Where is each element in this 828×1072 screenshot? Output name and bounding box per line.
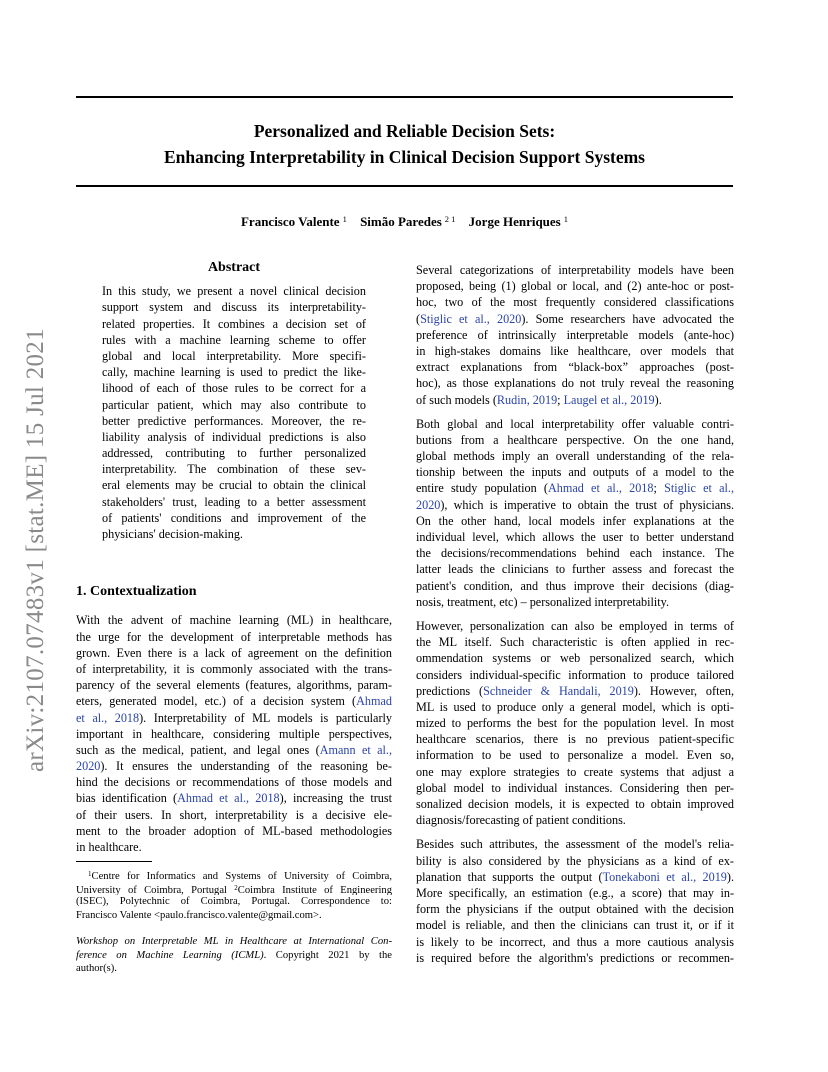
text-line: ference on Machine Learning (ICML). Copyright 2021 by the xyxy=(76,949,392,961)
text-line: Both global and local interpretability offer valuable contri- xyxy=(416,416,734,431)
text-line: entire study population (Ahmad et al., 2018; Stiglic et al., xyxy=(416,481,734,496)
text-line: the ML itself. Such characteristic is often applied in rec- xyxy=(416,635,734,650)
text-line: More specifically, an estimation (e.g., a score) that may in- xyxy=(416,885,734,900)
text-line: et al., 2018). Interpretability of ML models is particularly xyxy=(76,710,392,725)
author: Jorge Henriques $^1$ xyxy=(468,214,568,229)
text-line: author(s). xyxy=(76,963,117,975)
text-line: (ISEC), Polytechnic of Coimbra, Portugal. Correspondence to: xyxy=(76,896,392,908)
text-line: In this study, we present a novel clinical decision xyxy=(102,284,366,299)
text-line: preference of intrinsically interpretable models (ante-hoc) xyxy=(416,327,734,342)
text-line: of interpretability, it is commonly associated with the trans- xyxy=(76,661,392,676)
text-line: bility is also considered by the physicians as a kind of ex- xyxy=(416,853,734,868)
text-line: global model to individual instances. Considering then per- xyxy=(416,780,734,795)
left-column xyxy=(76,260,392,976)
affiliation-mark: 2 1 xyxy=(444,214,456,224)
section-heading: 1. Contextualization xyxy=(76,584,197,600)
text-line: such as the medical, patient, and legal ones (Amann et al., xyxy=(76,742,392,757)
text-line: of patients' conditions and improvement of the xyxy=(102,510,366,525)
text-line: On the other hand, local models infer explanations at the xyxy=(416,513,734,528)
text-line: support system and discuss its interpretability- xyxy=(102,300,366,315)
affiliation-footnote xyxy=(76,868,392,922)
text-line: in healthcare. xyxy=(76,840,142,855)
text-line: ML is used to produce only a general model, which is opti- xyxy=(416,699,734,714)
text-line: University of Coimbra, Portugal $^2$Coimbra Institute of Engineering xyxy=(76,883,392,896)
text-line: model is reliable, and then the clinicians can trust it, or if it xyxy=(416,918,734,933)
text-line: in high-stakes domains like healthcare, over models that xyxy=(416,343,734,358)
text-line: ommendation systems or web personalized search, which xyxy=(416,651,734,666)
text-line: 2020). It ensures the understanding of the reasoning be- xyxy=(76,759,392,774)
top-rule xyxy=(76,96,733,98)
text-line: the urge for the development of interpretable methods has xyxy=(76,629,392,644)
text-line: the decisions/recommendations behind each instance. The xyxy=(416,546,734,561)
text-line: tionship between the inputs and outputs of a model to the xyxy=(416,465,734,480)
text-line: considers individual-specific information to produce tailored xyxy=(416,667,734,682)
text-line: Workshop on Interpretable ML in Healthcare at International Con- xyxy=(76,936,392,948)
text-line: stakeholders' trust, leading to a better assessment xyxy=(102,494,366,509)
text-line: proposed, being (1) global or local, and (2) ante-hoc or post- xyxy=(416,279,734,294)
author: Simão Paredes $^{2 1}$ xyxy=(360,214,456,229)
text-line: one may explore strategies to create systems that adjust a xyxy=(416,764,734,779)
text-line: grown. Even there is a lack of agreement on the definition xyxy=(76,645,392,660)
text-line: diagnosis/forecasting of patient conditions. xyxy=(416,813,626,828)
text-line: liability analysis of individual predictions is also xyxy=(102,429,366,444)
text-line: parency of the several elements (features, algorithms, param- xyxy=(76,678,392,693)
workshop-note xyxy=(76,935,392,976)
title-line-2: Enhancing Interpretability in Clinical Decision Support Systems xyxy=(164,147,645,167)
text-line: physicians' decision-making. xyxy=(102,527,243,542)
text-line: eral elements may be crucial to obtain the clinical xyxy=(102,478,366,493)
text-line: eters, generated model, etc.) of a decision system (Ahmad xyxy=(76,694,392,709)
text-line: extract explanations from “black-box” approaches (post- xyxy=(416,360,734,375)
text-line: better predictive performances. Moreover, the re- xyxy=(102,413,366,428)
text-line: Francisco Valente <paulo.francisco.valente@gmail.com>. xyxy=(76,909,322,921)
text-line: hoc, two of the most frequently considered classifications xyxy=(416,295,734,310)
affiliation-mark: 1 xyxy=(342,214,347,224)
text-line: particular patient, which may also contribute to xyxy=(102,397,366,412)
text-line: of their users. In short, interpretability is a decisive ele- xyxy=(76,807,392,822)
paragraph xyxy=(416,618,734,828)
text-line: However, personalization can also be employed in terms of xyxy=(416,618,734,633)
abstract-body xyxy=(102,283,366,542)
text-line: hind the decisions or recommendations of those models and xyxy=(76,775,392,790)
text-line: planation that supports the output (Tonekaboni et al., 2019). xyxy=(416,869,734,884)
affiliation-mark: 1 xyxy=(563,214,568,224)
arxiv-stamp: arXiv:2107.07483v1 [stat.ME] 15 Jul 2021 xyxy=(22,328,49,772)
abstract-heading: Abstract xyxy=(207,260,261,275)
text-line: bias identification (Ahmad et al., 2018), increasing the trust xyxy=(76,791,392,806)
text-line: Several categorizations of interpretability models have been xyxy=(416,263,734,277)
author: Francisco Valente $^1$ xyxy=(240,214,347,229)
paragraph xyxy=(416,836,734,966)
text-line: latter leads the clinicians to further assess and forecast the xyxy=(416,562,734,577)
text-line: With the advent of machine learning (ML) in healthcare, xyxy=(76,613,392,628)
text-line: important in healthcare, considering multiple perspectives, xyxy=(76,726,392,741)
text-line: rules with a machine learning scheme to offer xyxy=(102,332,366,347)
text-line: ment to the broader adoption of ML-based methodologies xyxy=(76,823,392,838)
title-line-1: Personalized and Reliable Decision Sets: xyxy=(253,121,556,141)
text-line: global and local interpretability. More specifi- xyxy=(102,348,366,363)
footnote-rule xyxy=(76,861,152,862)
text-line: 2020), which is imperative to obtain the trust of physicians. xyxy=(416,497,734,512)
text-line: hoc), as those explanations do not truly reveal the reasoning xyxy=(416,376,734,391)
text-line: is likely to be incorrect, and thus a more cautious analysis xyxy=(416,934,734,949)
section-body xyxy=(76,612,392,855)
text-line: related properties. It combines a decision set of xyxy=(102,316,366,331)
text-line: cally, machine learning is used to predict the like- xyxy=(102,365,366,380)
text-line: interpretability. The combination of these sev- xyxy=(102,462,366,477)
text-line: nosis, treatment, etc) – personalized interpretability. xyxy=(416,594,670,609)
text-line: of such models (Rudin, 2019; Laugel et al., 2019). xyxy=(416,392,662,407)
text-line: is required before the algorithm's predictions or recommen- xyxy=(416,950,734,965)
text-line: lihood of each of those rules to be correct for a xyxy=(102,381,366,396)
text-line: healthcare scenarios, there is no previous patient-specific xyxy=(416,732,734,747)
text-line: $^1$Centre for Informatics and Systems of University of Coimbra, xyxy=(88,870,392,882)
bottom-title-rule xyxy=(76,185,733,187)
text-line: patient's condition, and thus improve their decisions (diag- xyxy=(416,578,734,593)
text-line: mized to performs the best for the population level. In most xyxy=(416,716,734,731)
text-line: (Stiglic et al., 2020). Some researchers have advocated the xyxy=(416,311,734,326)
right-column xyxy=(416,262,734,974)
text-line: individual level, which allows the user to better understand xyxy=(416,530,734,544)
text-line: information to be used to personalize a model. Even so, xyxy=(416,748,734,763)
text-line: predictions (Schneider & Handali, 2019). However, often, xyxy=(416,683,734,698)
paragraph xyxy=(416,416,734,610)
text-line: Besides such attributes, the assessment of the model's relia- xyxy=(416,837,734,852)
text-line: form the physicians if the output obtained with the decision xyxy=(416,902,734,917)
text-line: sonalized decision models, it is expected to obtain improved xyxy=(416,797,734,811)
text-line: global methods imply an overall understanding of the rela- xyxy=(416,449,734,464)
paper-title xyxy=(76,118,733,170)
text-line: butions from a healthcare perspective. On the one hand, xyxy=(416,432,734,447)
text-line: addressed, contributing to further personalized xyxy=(102,446,366,461)
paragraph xyxy=(416,262,734,408)
author-list xyxy=(76,214,733,230)
